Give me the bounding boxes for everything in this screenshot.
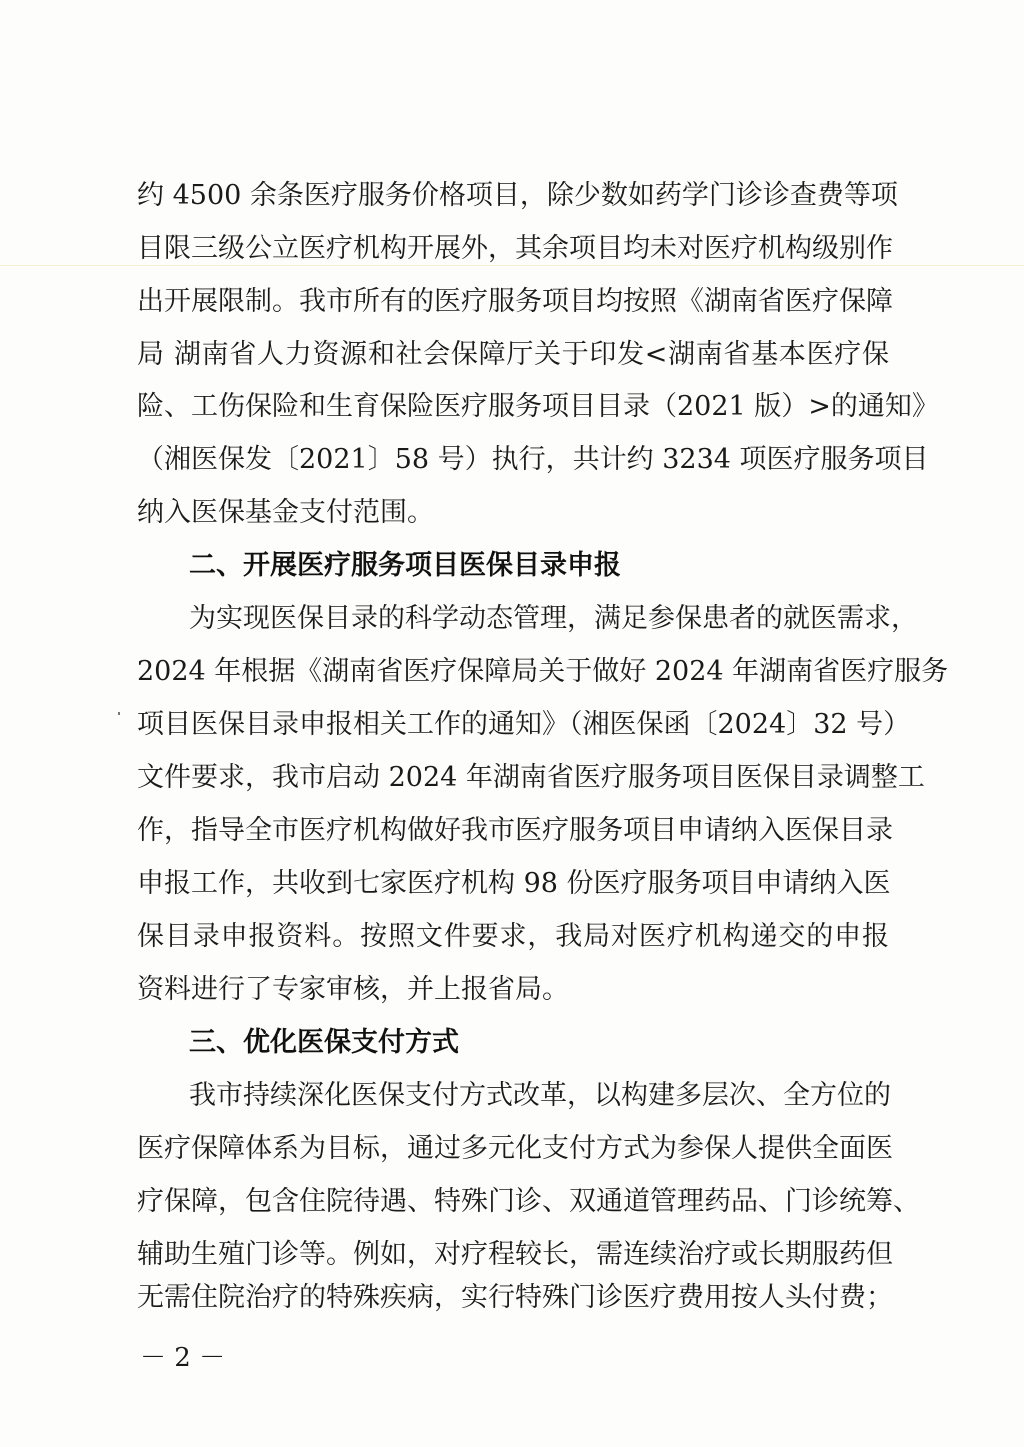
paragraph-2-line-4: 文件要求，我市启动 2024 年湖南省医疗服务项目医保目录调整工 bbox=[137, 762, 925, 793]
paragraph-2-line-1: 为实现医保目录的科学动态管理，满足参保患者的就医需求， bbox=[189, 603, 918, 634]
paragraph-1-line-2: 目限三级公立医疗机构开展外，其余项目均未对医疗机构级别作 bbox=[137, 233, 893, 264]
paragraph-1-line-1: 约 4500 余条医疗服务价格项目，除少数如药学门诊诊查费等项 bbox=[137, 180, 898, 211]
paragraph-2-line-8: 资料进行了专家审核，并上报省局。 bbox=[137, 974, 569, 1005]
page-number: － 2 － bbox=[140, 1343, 226, 1373]
paragraph-3-line-2: 医疗保障体系为目标，通过多元化支付方式为参保人提供全面医 bbox=[137, 1133, 893, 1164]
paragraph-1-line-6: （湘医保发〔2021〕58 号）执行，共计约 3234 项医疗服务项目 bbox=[137, 444, 929, 475]
paragraph-2-line-3: 项目医保目录申报相关工作的通知》（湘医保函〔2024〕32 号） bbox=[137, 709, 911, 740]
paragraph-3-line-5: 无需住院治疗的特殊疾病，实行特殊门诊医疗费用按人头付费； bbox=[137, 1282, 893, 1313]
paragraph-2-line-5: 作，指导全市医疗机构做好我市医疗服务项目申请纳入医保目录 bbox=[137, 815, 893, 846]
scan-speck bbox=[118, 712, 120, 715]
paragraph-1-line-4: 局 湖南省人力资源和社会保障厅关于印发<湖南省基本医疗保 bbox=[137, 339, 889, 370]
paragraph-1-line-7: 纳入医保基金支付范围。 bbox=[137, 497, 434, 528]
section-heading-3: 三、优化医保支付方式 bbox=[189, 1027, 459, 1058]
paragraph-2-line-6: 申报工作，共收到七家医疗机构 98 份医疗服务项目申请纳入医 bbox=[137, 868, 891, 899]
section-heading-2: 二、开展医疗服务项目医保目录申报 bbox=[189, 550, 621, 581]
paragraph-2-line-2: 2024 年根据《湖南省医疗保障局关于做好 2024 年湖南省医疗服务 bbox=[137, 656, 949, 687]
paragraph-1-line-5: 险、工伤保险和生育保险医疗服务项目目录（2021 版）>的通知》 bbox=[137, 391, 939, 422]
paragraph-3-line-1: 我市持续深化医保支付方式改革，以构建多层次、全方位的 bbox=[189, 1080, 891, 1111]
paragraph-3-line-3: 疗保障，包含住院待遇、特殊门诊、双通道管理药品、门诊统筹、 bbox=[137, 1186, 920, 1217]
paragraph-1-line-3: 出开展限制。我市所有的医疗服务项目均按照《湖南省医疗保障 bbox=[137, 286, 893, 317]
paragraph-2-line-7: 保目录申报资料。按照文件要求，我局对医疗机构递交的申报 bbox=[137, 921, 889, 952]
paragraph-3-line-4: 辅助生殖门诊等。例如，对疗程较长，需连续治疗或长期服药但 bbox=[137, 1239, 893, 1270]
